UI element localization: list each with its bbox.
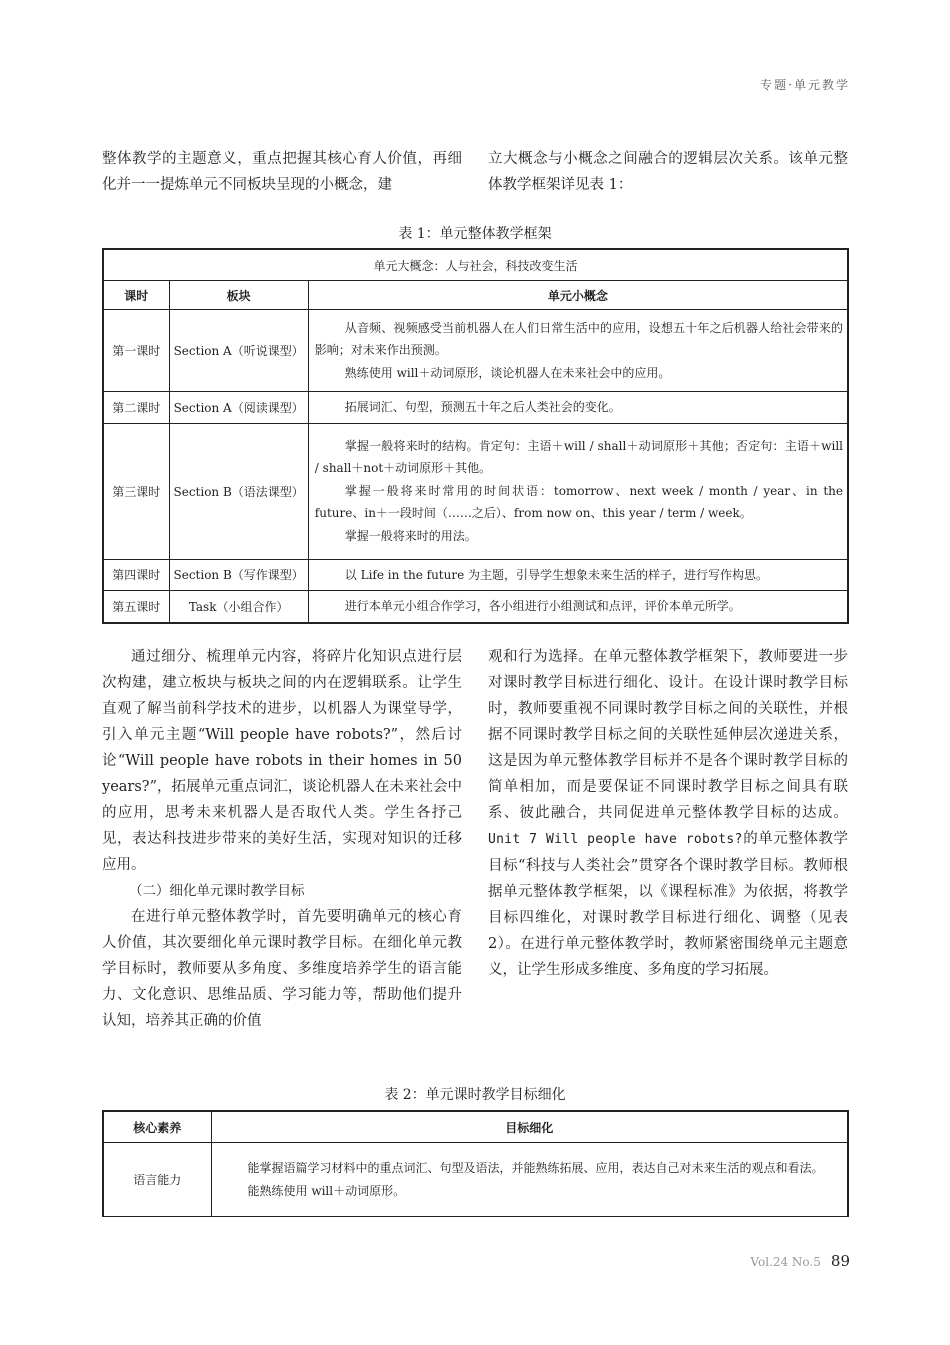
section-cell: Section A（听说课型）	[169, 310, 308, 392]
paragraph: 在进行单元整体教学时，首先要明确单元的核心育人价值，其次要细化单元课时教学目标。在细化单元教学目标时，教师要从多角度、多维度培养学生的语言能力、文化意识、思维品质、学习能力等，帮助他们提升认知，培养其正确的价值	[102, 909, 462, 1029]
header-section: 板块	[169, 281, 308, 310]
concept-cell	[308, 423, 848, 559]
intro-left-column	[102, 146, 462, 198]
section-cell: Section B（语法课型）	[169, 423, 308, 559]
concept-line: 掌握一般将来时的用法。	[344, 528, 477, 543]
lesson-cell: 第一课时	[103, 310, 169, 392]
section-cell: Section A（阅读课型）	[169, 392, 308, 424]
table-row	[103, 1143, 848, 1217]
unit-title: Unit 7 Will people have robots?	[488, 832, 743, 847]
table-row	[103, 392, 848, 424]
lesson-cell: 第五课时	[103, 591, 169, 623]
header-objectives: 目标细化	[211, 1111, 848, 1143]
table-row	[103, 559, 848, 591]
table-row	[103, 591, 848, 623]
paragraph: 通过细分、梳理单元内容，将碎片化知识点进行层次构建，建立板块与板块之间的内在逻辑联系。让学生直观了解当前科学技术的进步，以机器人为课堂导学，引入单元主题“Will people have robots?”，然后讨论“Will people have robots in their homes in 50 years?”，拓展单元重点词汇，谈论机器人在未来社会中的应用，思考未来机器人是否取代人类。学生各抒己见，表达科技进步带来的美好生活，实现对知识的迁移应用。	[102, 649, 462, 873]
header-small-concept: 单元小概念	[308, 281, 848, 310]
page-footer	[750, 1252, 850, 1270]
concept-cell	[308, 559, 848, 591]
unit-framework-table	[102, 248, 849, 624]
page-number: 89	[830, 1252, 850, 1270]
body-right-column	[488, 644, 848, 983]
big-concept-cell: 单元大概念：人与社会，科技改变生活	[103, 249, 848, 281]
paragraph-text: 的单元整体教学目标“科技与人类社会”贯穿各个课时教学目标。教师根据单元整体教学框架，以《课程标准》为依据，将教学目标四维化，对课时教学目标进行细化、调整（见表 2）。在进行单元整体教学时，教师紧密围绕单元主题意义，让学生形成多维度、多角度的学习拓展。	[488, 831, 848, 978]
objective-line: 能熟练使用 will＋动词原形。	[247, 1183, 406, 1198]
concept-line: 从音频、视频感受当前机器人在人们日常生活中的应用，设想五十年之后机器人给社会带来的影响；对未来作出预测。	[314, 320, 843, 358]
table-row	[103, 310, 848, 392]
volume-label: Vol.24 No.5	[750, 1255, 821, 1269]
lesson-objectives-table	[102, 1110, 849, 1217]
header-core-literacy: 核心素养	[103, 1111, 211, 1143]
header-lesson: 课时	[103, 281, 169, 310]
intro-left-text: 整体教学的主题意义，重点把握其核心育人价值，再细化并一一提炼单元不同板块呈现的小概念，建	[102, 151, 462, 193]
concept-line: 拓展词汇、句型，预测五十年之后人类社会的变化。	[344, 400, 621, 414]
lesson-cell: 第三课时	[103, 423, 169, 559]
concept-cell	[308, 310, 848, 392]
lesson-cell: 第四课时	[103, 559, 169, 591]
concept-line: 以 Life in the future 为主题，引导学生想象未来生活的样子，进行写作构思。	[344, 567, 768, 582]
objective-line: 能掌握语篇学习材料中的重点词汇、句型及语法，并能熟练拓展、应用，表达自己对未来生活的观点和看法。	[247, 1161, 824, 1175]
concept-line: 进行本单元小组合作学习，各小组进行小组测试和点评，评价本单元所学。	[344, 599, 741, 613]
concept-line: 掌握一般将来时的结构。肯定句：主语＋will / shall＋动词原形＋其他；否定句：主语＋will / shall＋not＋动词原形＋其他。	[314, 438, 843, 476]
intro-right-column	[488, 146, 848, 198]
concept-line: 熟练使用 will＋动词原形，谈论机器人在未来社会中的应用。	[344, 365, 671, 380]
skill-cell: 语言能力	[103, 1143, 211, 1217]
section-cell: Task（小组合作）	[169, 591, 308, 623]
section-cell: Section B（写作课型）	[169, 559, 308, 591]
concept-line: 掌握一般将来时常用的时间状语：tomorrow、next week / month / year、in the future、in＋一段时间（……之后）、from now on、this year / term / week。	[314, 483, 843, 521]
table1-caption: 表 1：单元整体教学框架	[398, 226, 552, 242]
objective-cell	[211, 1143, 848, 1217]
table2-caption: 表 2：单元课时教学目标细化	[384, 1087, 566, 1103]
intro-right-text: 立大概念与小概念之间融合的逻辑层次关系。该单元整体教学框架详见表 1：	[488, 151, 848, 193]
running-header: 专题·单元教学	[760, 78, 850, 92]
paragraph-text: 观和行为选择。在单元整体教学框架下，教师要进一步对课时教学目标进行细化、设计。在设计课时教学目标时，教师要重视不同课时教学目标之间的关联性，并根据不同课时教学目标之间的关联性延伸层次递进关系，这是因为单元整体教学目标并不是各个课时教学目标的简单相加，而是要保证不同课时教学目标之间具有联系、彼此融合，共同促进单元整体教学目标的达成。	[488, 649, 848, 821]
concept-cell	[308, 591, 848, 623]
table-row	[103, 423, 848, 559]
section-subheading: （二）细化单元课时教学目标	[129, 883, 305, 899]
lesson-cell: 第二课时	[103, 392, 169, 424]
concept-cell	[308, 392, 848, 424]
paragraph	[488, 644, 848, 983]
body-left-column	[102, 644, 462, 1034]
